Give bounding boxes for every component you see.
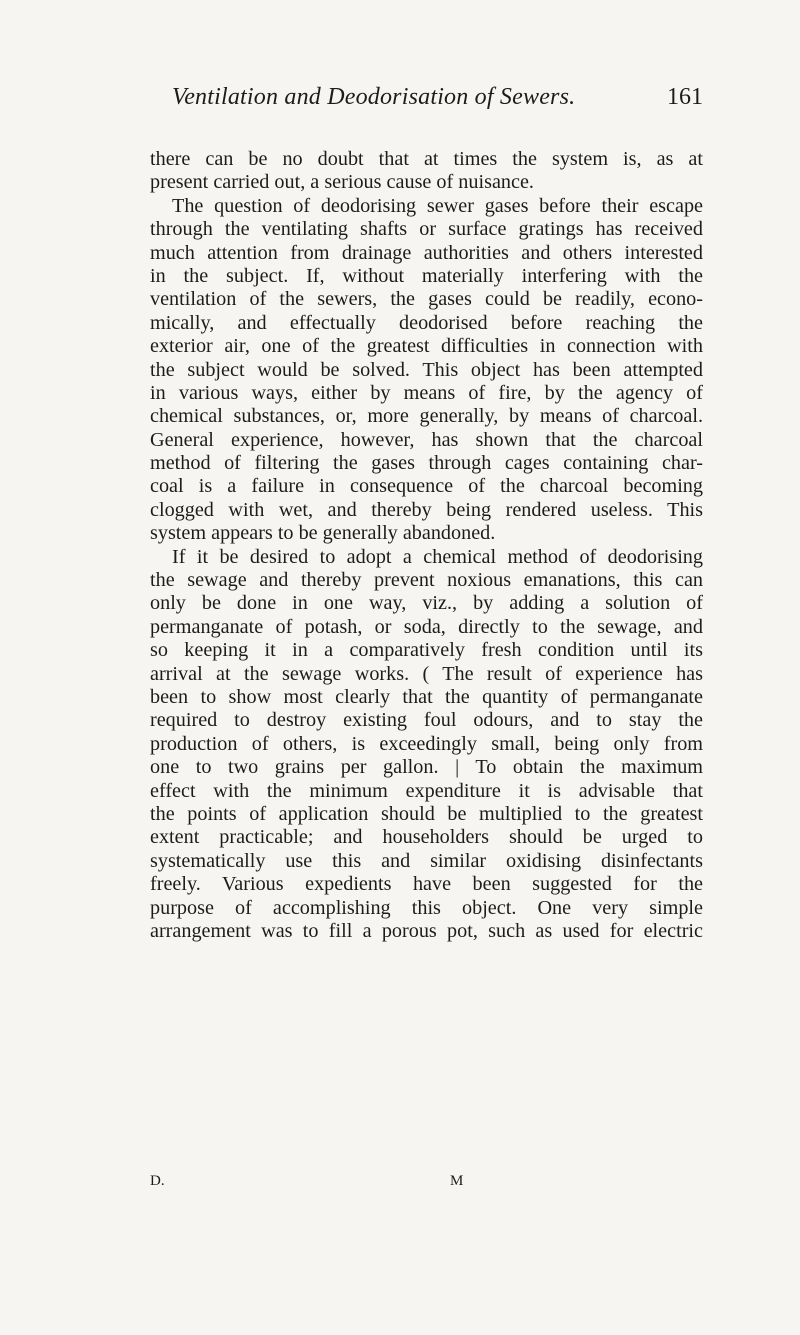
page-number: 161	[667, 84, 703, 110]
text-line: the sewage and thereby prevent noxious emanations, this can	[150, 569, 703, 592]
text-line: coal is a failure in consequence of the charcoal becoming	[150, 475, 703, 498]
text-line: one to two grains per gallon. | To obtain the maximum	[150, 756, 703, 779]
text-line: in the subject. If, without materially interfering with the	[150, 264, 703, 287]
text-line: the points of application should be multiplied to the greatest	[150, 802, 703, 825]
text-line: The question of deodorising sewer gases before their escape	[172, 194, 703, 217]
text-line: through the ventilating shafts or surface gratings has received	[150, 218, 703, 241]
running-title: Ventilation and Deodorisation of Sewers.	[172, 84, 576, 110]
text-line: permanganate of potash, or soda, directly to the sewage, and	[150, 615, 703, 638]
text-line: present carried out, a serious cause of nuisance.	[150, 171, 534, 194]
text-line: If it be desired to adopt a chemical method of deodorising	[172, 545, 703, 568]
text-line: there can be no doubt that at times the system is, as at	[150, 148, 703, 170]
text-line: in various ways, either by means of fire, by the agency of	[150, 381, 703, 404]
body-text	[150, 148, 703, 943]
text-line: clogged with wet, and thereby being rendered useless. This	[150, 498, 703, 521]
text-line: ventilation of the sewers, the gases could be readily, econo-	[150, 288, 703, 311]
text-line: system appears to be generally abandoned.	[150, 522, 496, 545]
text-line: required to destroy existing foul odours, and to stay the	[150, 709, 703, 732]
text-line: much attention from drainage authorities and others interested	[150, 241, 703, 264]
text-line: effect with the minimum expenditure it is advisable that	[150, 779, 703, 802]
running-head	[150, 84, 703, 118]
text-line: mically, and effectually deodorised before reaching the	[150, 311, 703, 334]
text-line: General experience, however, has shown that the charcoal	[150, 428, 703, 451]
text-line: the subject would be solved. This object has been attempted	[150, 358, 703, 381]
signature-marks	[150, 1173, 703, 1193]
text-line: purpose of accomplishing this object. One very simple	[150, 896, 703, 919]
text-line: exterior air, one of the greatest difficulties in connection with	[150, 335, 703, 358]
text-line: extent practicable; and householders should be urged to	[150, 826, 703, 849]
signature-right: M	[450, 1173, 464, 1189]
text-line: production of others, is exceedingly small, being only from	[150, 732, 703, 755]
text-line: so keeping it in a comparatively fresh condition until its	[150, 639, 703, 662]
text-line: chemical substances, or, more generally, by means of charcoal.	[150, 405, 703, 428]
text-line: freely. Various expedients have been suggested for the	[150, 873, 703, 896]
text-line: only be done in one way, viz., by adding a solution of	[150, 592, 703, 615]
text-line: been to show most clearly that the quantity of permanganate	[150, 685, 703, 708]
text-line: arrangement was to fill a porous pot, such as used for electric	[150, 919, 703, 942]
text-line: arrival at the sewage works. ( The result of experience has	[150, 662, 703, 685]
signature-left: D.	[150, 1173, 165, 1189]
text-line: method of filtering the gases through cages containing char-	[150, 452, 703, 475]
text-line: systematically use this and similar oxidising disinfectants	[150, 849, 703, 872]
